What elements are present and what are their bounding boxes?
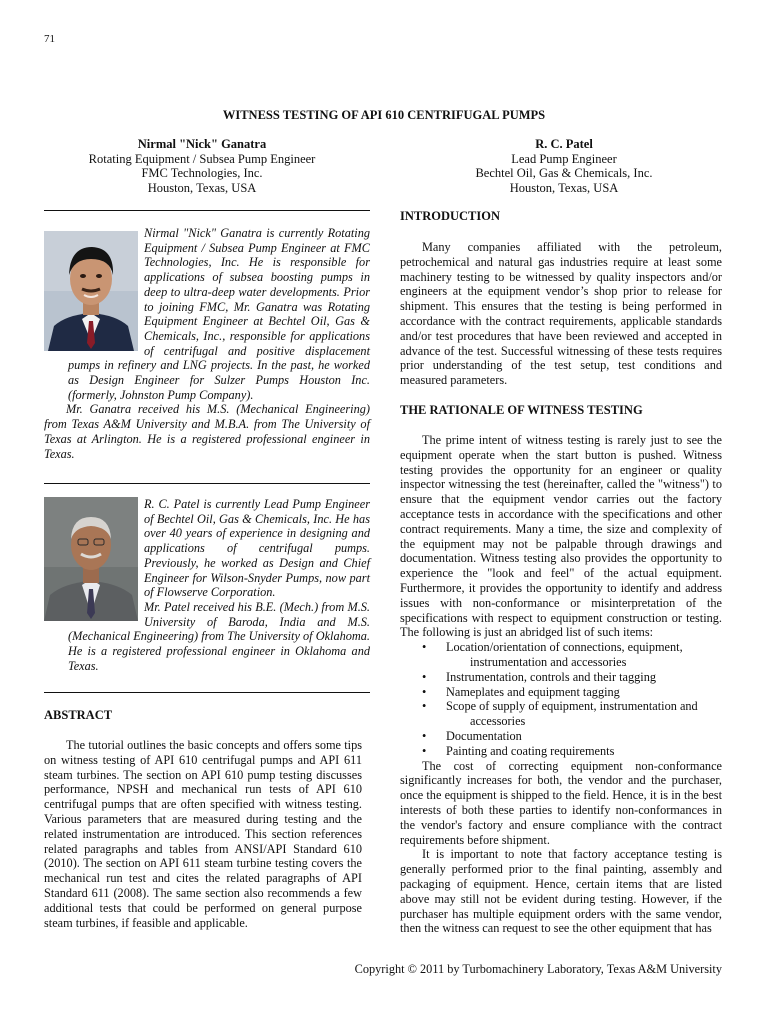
author-block-2 bbox=[414, 137, 714, 195]
list-item-text: Painting and coating requirements bbox=[446, 743, 615, 758]
list-item-text: Location/orientation of connections, equipment, bbox=[446, 640, 683, 655]
abstract-heading: ABSTRACT bbox=[44, 708, 113, 722]
author-name: Nirmal "Nick" Ganatra bbox=[137, 137, 267, 151]
author-block-1 bbox=[52, 137, 352, 195]
section-divider bbox=[44, 210, 370, 211]
introduction-text: Many companies affiliated with the petroleum, petrochemical and natural gas industries require at least some machinery testing to be witnessed by quality inspectors and/or engineers at the equipment vendor’s shop prior to release for shipment. This ensures that the testing is being performed in accordance with the contract requirements, applicable standards and/or test procedures that have been reviewed and accepted in advance of the test. Successful witnessing of these tests requires prior understanding of the test setup, test conditions and measured parameters. bbox=[400, 240, 722, 388]
list-item: • Instrumentation, controls and their tagging bbox=[422, 669, 657, 684]
list-item-continuation: accessories bbox=[470, 714, 526, 729]
copyright-footer: Copyright © 2011 by Turbomachinery Laboratory, Texas A&M University bbox=[354, 962, 722, 976]
list-item: • Location/orientation of connections, equipment, instrumentation and accessories bbox=[400, 640, 722, 670]
author-company: Bechtel Oil, Gas & Chemicals, Inc. bbox=[475, 166, 653, 181]
rationale-paragraph: The prime intent of witness testing is rarely just to see the equipment operate when the start button is pushed. Witness testing provides the opportunity for an engineer or quality inspector witnessing the test (hereinafter, called the "witness") to ensure that the equipment vendor carries out the factory acceptance tests in accordance with the specifications and other contract requirements. Many a time, the size and complexity of the equipment may not be palpable through drawings and documentation. Witness testing also provides the opportunity to experience the "look and feel" of the actual equipment. Furthermore, it provides the opportunity to identify and address issues with non-conformance or misinterpretation of the specifications with respect to equipment construction or testing. The following is just an abridged list of such items: bbox=[400, 433, 722, 640]
author-role: Rotating Equipment / Subsea Pump Engineer bbox=[88, 151, 316, 166]
list-item: • Scope of supply of equipment, instrumentation and accessories bbox=[400, 699, 722, 729]
rationale-heading: THE RATIONALE OF WITNESS TESTING bbox=[400, 403, 643, 417]
author-location: Houston, Texas, USA bbox=[509, 180, 619, 195]
rationale-body bbox=[400, 433, 722, 936]
section-divider bbox=[44, 692, 370, 693]
abstract-text: The tutorial outlines the basic concepts and offers some tips on witness testing of API 610 centrifugal pumps and API 611 steam turbines. The section on API 610 pump testing discusses performance, NPSH and mechanical run tests of API 610 centrifugal pumps that are often specified with witness testing. Various parameters that are measured during testing and the related instrumentation are introduced. This section references related paragraphs and tables from ANSI/API Standard 610 (2010). The section on API 611 steam turbine testing covers the mechanical run test and cites the related paragraphs of API Standard 611 (2008). The same section also recommends a few additional tests that could be performed on general purpose steam turbines, if feasible and applicable. bbox=[44, 738, 362, 930]
introduction-heading: INTRODUCTION bbox=[400, 209, 501, 223]
rationale-bullet-list bbox=[400, 640, 722, 758]
author-bio-ganatra bbox=[44, 226, 370, 461]
rationale-paragraph: It is important to note that factory acceptance testing is generally performed prior to the final painting, assembly and packaging of equipment. Hence, certain items that are listed above may still not be evident during testing. However, if the purchaser has multiple equipment orders with the same vendor, then the witness can request to see the other equipment that has bbox=[400, 847, 722, 936]
paper-title: WITNESS TESTING OF API 610 CENTRIFUGAL PUMPS bbox=[222, 108, 546, 122]
list-item-text: Instrumentation, controls and their tagging bbox=[446, 669, 657, 684]
author-bio-patel bbox=[44, 497, 370, 673]
list-item-continuation: instrumentation and accessories bbox=[470, 654, 627, 669]
list-item: • Nameplates and equipment tagging bbox=[422, 684, 620, 699]
author-photo-ganatra bbox=[44, 231, 138, 351]
rationale-paragraph: The cost of correcting equipment non-conformance significantly increases for both, the vendor and the purchaser, once the equipment is shipped to the field. Hence, it is in the best interests of both these parties to identify non-conformances in the vendor's factory and ensure compliance with the contract requirements before shipment. bbox=[400, 758, 722, 847]
author-photo-patel bbox=[44, 497, 138, 621]
section-divider bbox=[44, 483, 370, 484]
author-company: FMC Technologies, Inc. bbox=[141, 166, 263, 181]
list-item: • Documentation bbox=[422, 728, 522, 743]
bio-paragraph: R. C. Patel is currently Lead Pump Engineer of Bechtel Oil, Gas & Chemicals, Inc. He has over 40 years of experience in designing and applications of centrifugal pumps. Previously, he worked as Design and Chief Engineer for Wilson-Snyder Pumps, now part of Flowserve Corporation. bbox=[144, 497, 370, 600]
author-role: Lead Pump Engineer bbox=[511, 151, 617, 166]
list-item-text: Documentation bbox=[446, 728, 522, 743]
bio-paragraph: Mr. Ganatra received his M.S. (Mechanical Engineering) from Texas A&M University and M.B.A. from The University of Texas at Arlington. He is a registered professional engineer in Texas. bbox=[44, 402, 370, 461]
list-item-text: Nameplates and equipment tagging bbox=[446, 684, 620, 699]
list-item: • Painting and coating requirements bbox=[422, 743, 615, 758]
bio-paragraph: Mr. Patel received his B.E. (Mech.) from M.S. University of Baroda, India and M.S. (Mechanical Engineering) from The University of Oklahoma. He is a registered professional engineer in Oklahoma and Texas. bbox=[68, 599, 370, 673]
author-name: R. C. Patel bbox=[535, 137, 593, 151]
list-item-text: Scope of supply of equipment, instrumentation and bbox=[446, 699, 698, 714]
author-location: Houston, Texas, USA bbox=[147, 180, 257, 195]
page-number: 71 bbox=[44, 33, 55, 45]
bio-paragraph: Nirmal "Nick" Ganatra is currently Rotating Equipment / Subsea Pump Engineer at FMC Technologies, Inc. He is responsible for applications of subsea boosting pumps in deep to ultra-deep water developments. Prior to joining FMC, Mr. Ganatra was Rotating Equipment Engineer at Bechtel Oil, Gas & Chemicals, Inc., responsible for applications of centrifugal and positive displacement pumps in refinery and LNG projects. In the past, he worked as Design Engineer for Sulzer Pumps Houston Inc. (formerly, Johnston Pump Company). bbox=[68, 226, 370, 402]
